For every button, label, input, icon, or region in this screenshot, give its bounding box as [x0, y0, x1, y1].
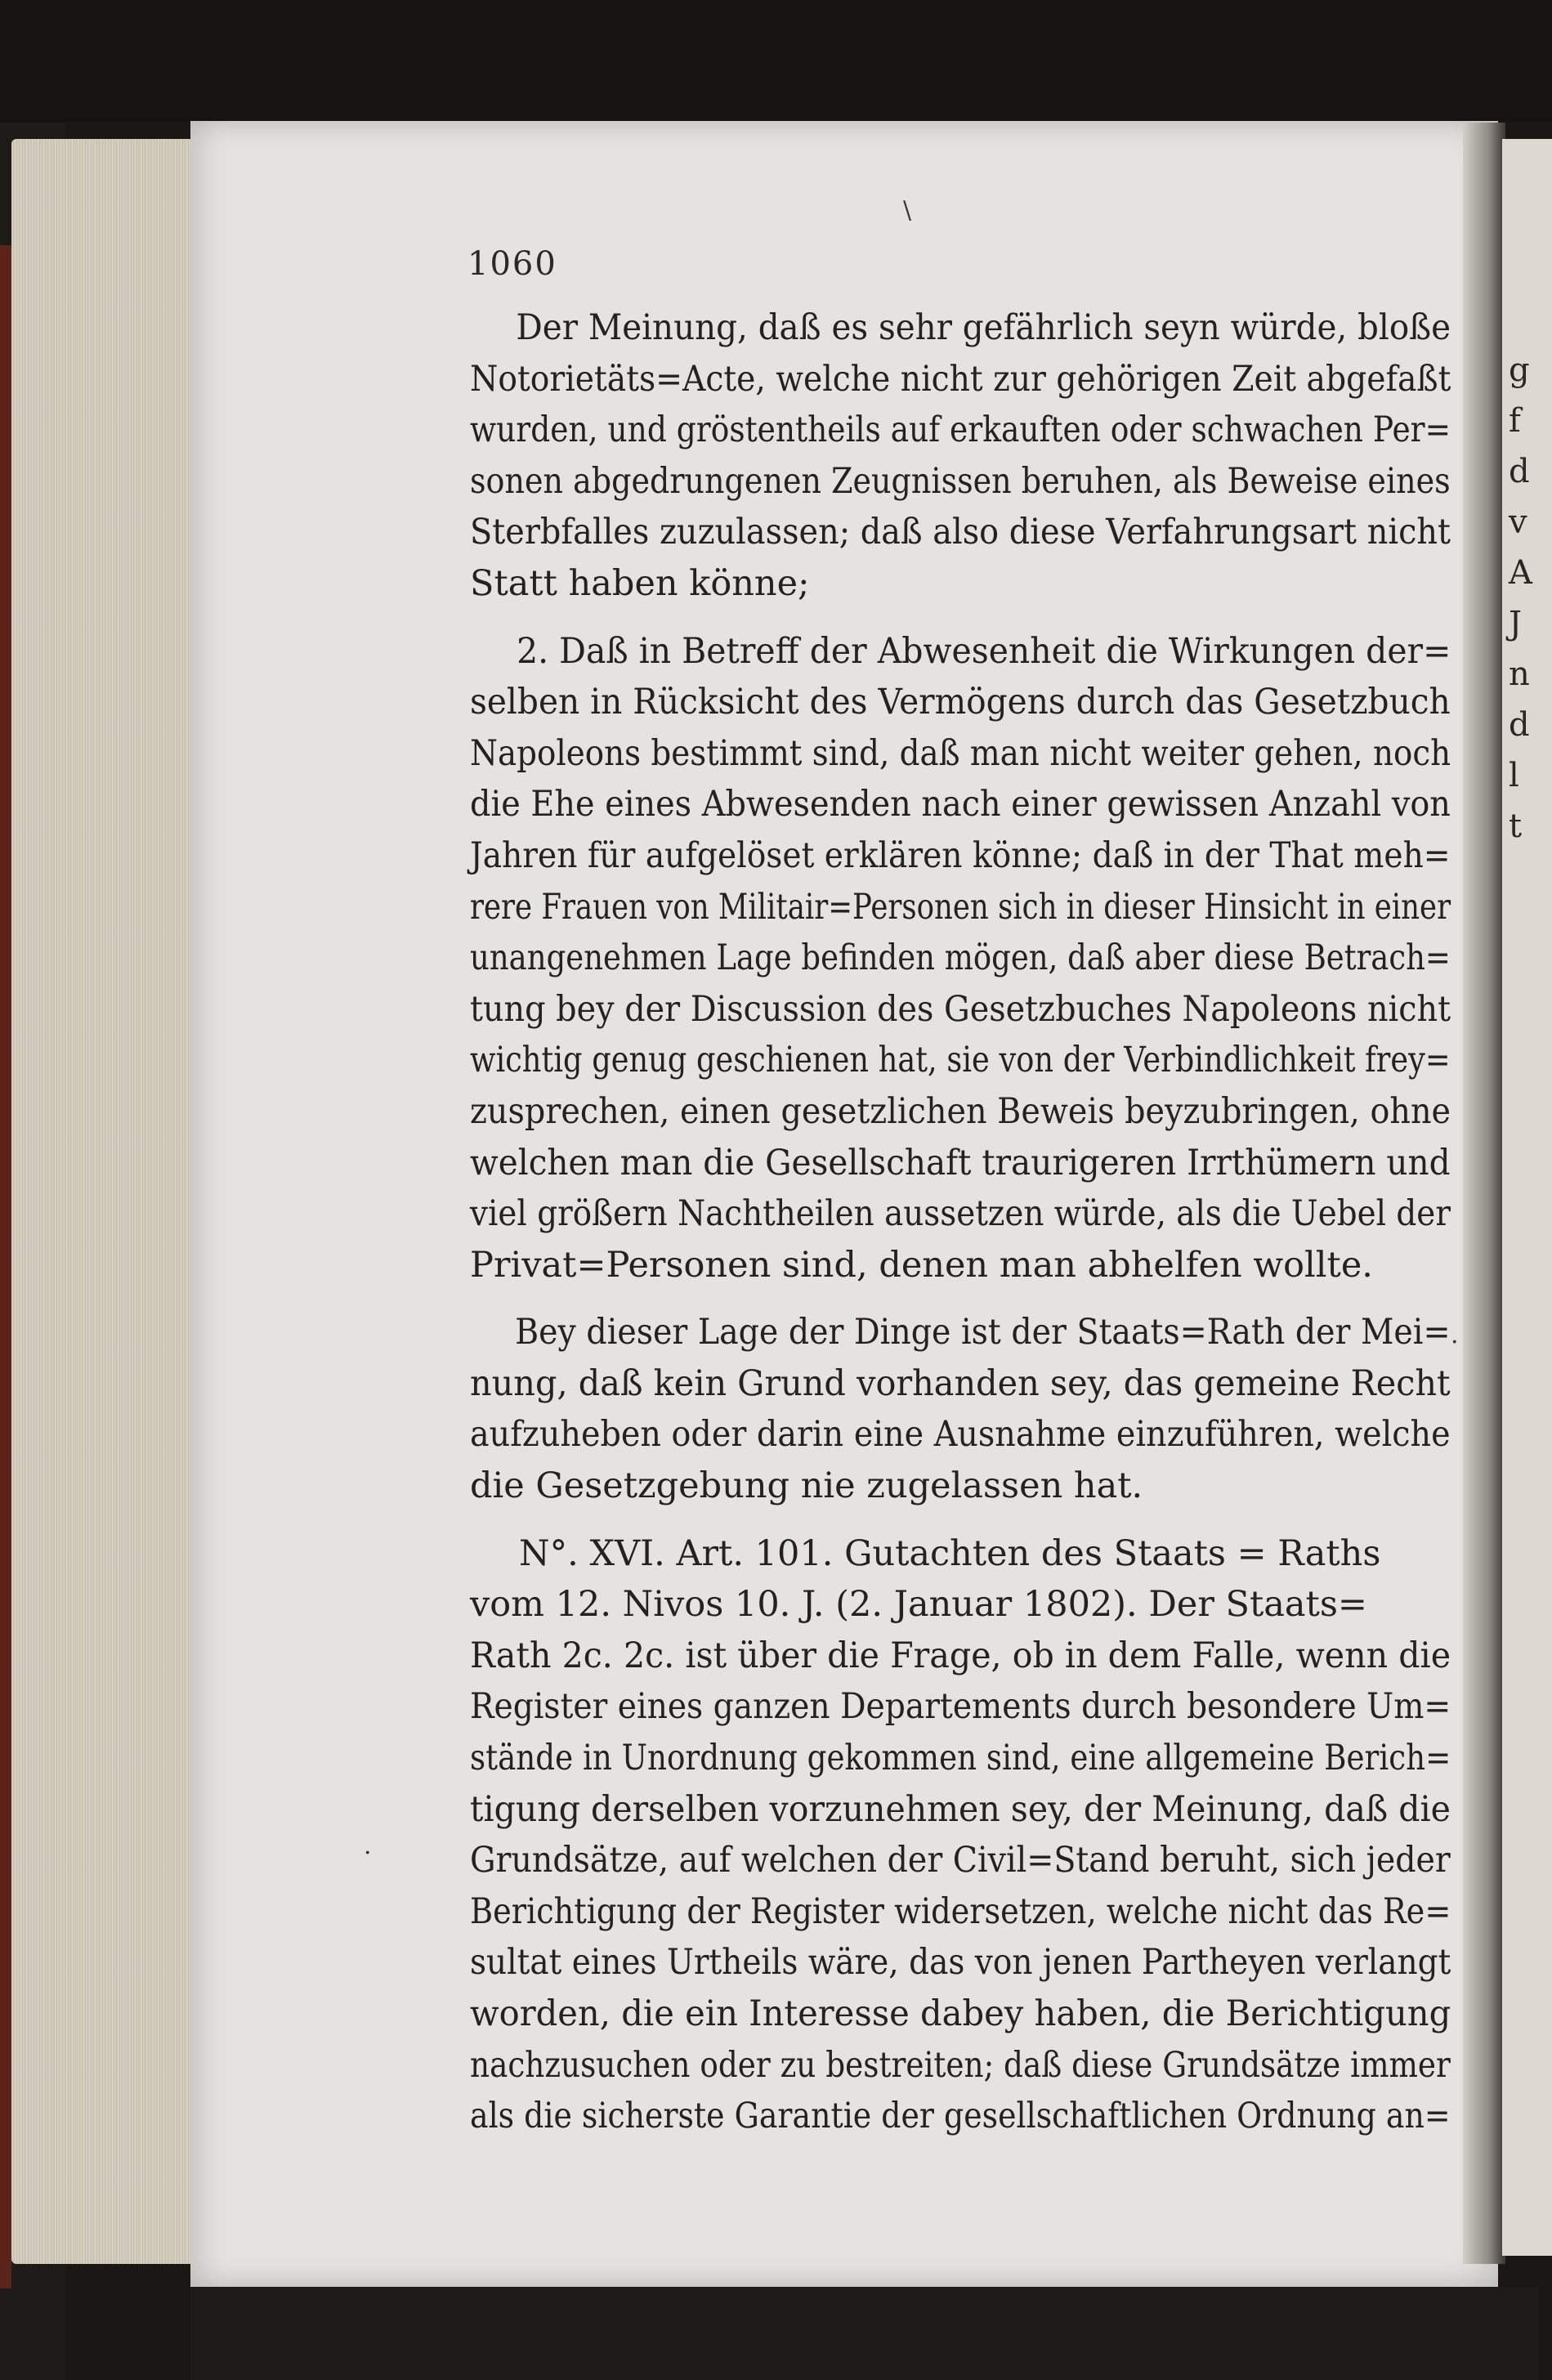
text-line: N°. XVI. Art. 101. Gutachten des Staats = Raths [519, 1532, 1381, 1574]
text-line: wichtig genug geschienen hat, sie von der Verbindlichkeit frey= [470, 1040, 1451, 1081]
text-line: Grundsätze, auf welchen der Civil=Stand beruht, sich jeder [470, 1840, 1451, 1881]
text-line: sultat eines Urtheils wäre, das von jenen Partheyen verlangt [470, 1942, 1451, 1984]
text-line: die Ehe eines Abwesenden nach einer gewissen Anzahl von [470, 784, 1451, 825]
facing-page-letter: g [1509, 351, 1530, 389]
text-line: Napoleons bestimmt sind, daß man nicht weiter gehen, noch [470, 732, 1451, 774]
text-line: die Gesetzgebung nie zugelassen hat. [470, 1465, 1143, 1507]
text-line: Bey dieser Lage der Dinge ist der Staats=Rath der Mei= [515, 1312, 1451, 1353]
facing-page-letter: J [1509, 605, 1523, 642]
facing-page-letter: d [1509, 453, 1530, 490]
text-line: Sterbfalles zuzulassen; daß also diese Verfahrungsart nicht [470, 512, 1451, 553]
text-line: unangenehmen Lage befinden mögen, daß aber diese Betrach= [470, 937, 1451, 979]
background-bottom [190, 2287, 1539, 2380]
text-line: stände in Unordnung gekommen sind, eine allgemeine Berich= [470, 1738, 1451, 1779]
paragraph-gap [470, 1512, 1451, 1528]
text-line: Berichtigung der Register widersetzen, welche nicht das Re= [470, 1890, 1451, 1932]
page-text [470, 302, 1451, 2142]
facing-page-letter: l [1509, 757, 1519, 794]
text-line: sonen abgedrungenen Zeugnissen beruhen, als Beweise eines [470, 460, 1451, 502]
text-line: Rath 2c. 2c. ist über die Frage, ob in dem Falle, wenn die [470, 1635, 1451, 1676]
book-gutter [1463, 123, 1505, 2264]
ink-speck: \ [903, 196, 912, 225]
facing-page-letter: f [1509, 402, 1521, 440]
background-top [0, 0, 1552, 123]
text-line: Register eines ganzen Departements durch besondere Um= [470, 1686, 1451, 1728]
facing-page-letter: A [1509, 554, 1532, 592]
text-line: 2. Daß in Betreff der Abwesenheit die Wirkungen der= [517, 630, 1451, 672]
text-line: nachzusuchen oder zu bestreiten; daß diese Grundsätze immer [470, 2044, 1451, 2086]
text-line: Jahren für aufgelöset erklären könne; daß in der That meh= [470, 834, 1451, 876]
text-line: Statt haben könne; [470, 562, 810, 604]
text-line: vom 12. Nivos 10. J. (2. Januar 1802). Der Staats= [470, 1584, 1367, 1626]
text-line: worden, die ein Interesse dabey haben, die Berichtigung [470, 1993, 1451, 2034]
text-line: Notorietäts=Acte, welche nicht zur gehörigen Zeit abgefaßt [470, 358, 1451, 400]
text-line: tung bey der Discussion des Gesetzbuches Napoleons nicht [470, 988, 1451, 1030]
facing-page-letter: v [1509, 503, 1527, 541]
facing-page-letter: t [1509, 808, 1523, 845]
book-binding [0, 245, 11, 2288]
text-line: aufzuheben oder darin eine Ausnahme einzuführen, welche [470, 1414, 1451, 1456]
text-line: zusprechen, einen gesetzlichen Beweis beyzubringen, ohne [470, 1090, 1451, 1132]
page-edges [11, 139, 191, 2264]
text-line: als die sicherste Garantie der gesellschaftlichen Ordnung an= [470, 2096, 1451, 2137]
text-line: selben in Rücksicht des Vermögens durch das Gesetzbuch [470, 682, 1451, 723]
paragraph-gap [470, 1291, 1451, 1307]
facing-page-letter: n [1509, 655, 1530, 693]
text-line: wurden, und gröstentheils auf erkauften oder schwachen Per= [470, 409, 1451, 451]
facing-page-edge [1502, 139, 1552, 2256]
facing-page-letter: d [1509, 706, 1530, 744]
text-line: tigung derselben vorzunehmen sey, der Meinung, daß die [470, 1788, 1451, 1830]
text-line: welchen man die Gesellschaft traurigeren Irrthümern und [470, 1142, 1451, 1183]
text-line: viel größern Nachtheilen aussetzen würde, als die Uebel der [470, 1193, 1451, 1235]
text-line: nung, daß kein Grund vorhanden sey, das gemeine Recht [470, 1362, 1451, 1404]
text-line: rere Frauen von Militair=Personen sich in dieser Hinsicht in einer [470, 886, 1451, 928]
paragraph-gap [470, 610, 1451, 626]
page-number: 1060 [467, 245, 557, 283]
text-line: Privat=Personen sind, denen man abhelfen wollte. [470, 1244, 1373, 1286]
ink-speck: · [1451, 1328, 1459, 1357]
text-line: Der Meinung, daß es sehr gefährlich seyn würde, bloße [516, 307, 1451, 348]
ink-speck: · [364, 1839, 372, 1868]
